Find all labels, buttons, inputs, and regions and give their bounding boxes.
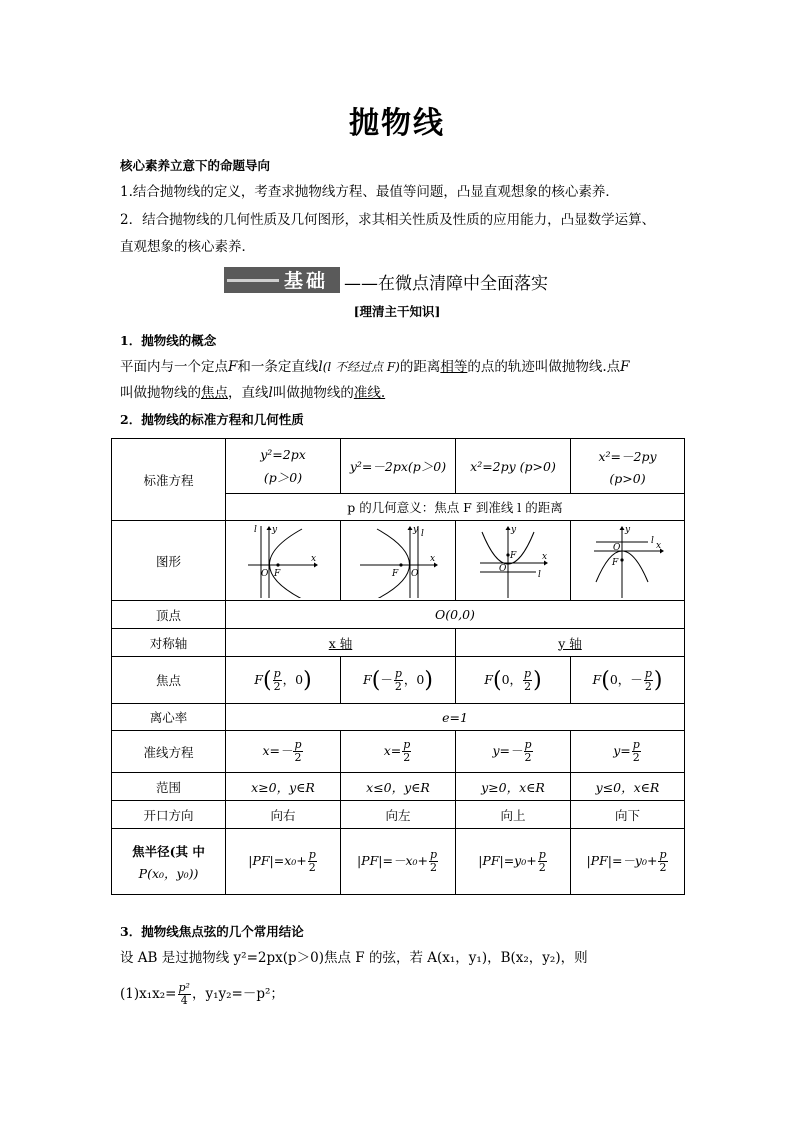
fraction-num: p [294, 738, 302, 751]
table-row [112, 704, 685, 731]
core-heading: 核心素养立意下的命题导向 [120, 158, 271, 173]
row-header: 开口方向 [112, 801, 226, 829]
cell-text: (p>0) [609, 470, 646, 486]
graph-right-opening [248, 524, 318, 598]
cell-text: |PF|=y₀+ [478, 853, 537, 868]
s1-underlined: 相等 [440, 359, 468, 375]
table-cell [226, 657, 341, 704]
fraction-den: 2 [524, 679, 532, 693]
s1-line-1 [120, 357, 630, 377]
banner-main: 基础 [284, 270, 329, 292]
cell-text: ， [282, 671, 296, 687]
s1-underlined: 焦点 [201, 385, 228, 401]
table-cell [341, 657, 456, 704]
graph-label: x [655, 540, 661, 551]
s1-heading: 1．抛物线的概念 [120, 333, 217, 348]
s1-text: (l 不经过点 F) [322, 360, 400, 374]
fraction-num: p [632, 738, 640, 751]
table-cell: 向左 [341, 801, 456, 829]
cell-text: F [254, 671, 263, 687]
cell-text: x= [383, 743, 402, 758]
cell-text: F [592, 671, 602, 687]
row-header [112, 829, 226, 895]
table-row [112, 521, 685, 601]
table-cell: 向上 [456, 801, 571, 829]
table-cell: x≤0，y∈R [341, 773, 456, 801]
graph-label: F [510, 550, 517, 561]
s3-heading: 3．抛物线焦点弦的几个常用结论 [120, 924, 304, 939]
s1-text: F [620, 359, 630, 375]
graph-label: F [392, 568, 399, 579]
table-cell [226, 829, 341, 895]
paren-glyph: ( [262, 667, 272, 693]
cell-text: (p＞0) [263, 469, 303, 485]
fraction [394, 668, 403, 693]
table-cell [571, 657, 685, 704]
cell-text: |PF|=－x₀+ [356, 853, 428, 868]
graph-label: O [261, 568, 269, 579]
table-cell [226, 731, 341, 773]
fraction-num: p [308, 848, 316, 861]
paren-glyph: ( [371, 667, 381, 693]
page-title: 抛物线 [349, 106, 445, 141]
fraction [644, 668, 653, 693]
graph-upward-opening [478, 524, 548, 598]
cell-text: y=－ [492, 743, 523, 758]
fraction [523, 668, 532, 693]
row-header: 对称轴 [112, 629, 226, 657]
s3-text: ，y₁y₂=－p²； [191, 986, 284, 1002]
table-cell: e=1 [226, 704, 685, 731]
fraction-den: 2 [394, 679, 402, 693]
row-header: 顶点 [112, 601, 226, 629]
s1-text: 的点的轨迹叫做抛物线.点 [467, 359, 621, 375]
fraction-den: 2 [403, 751, 411, 764]
table-cell [456, 829, 571, 895]
table-cell [456, 731, 571, 773]
point-2-line-2: 直观想象的核心素养． [120, 239, 255, 255]
graph-downward-opening [592, 524, 664, 598]
table-row [112, 601, 685, 629]
graph-label: l [650, 535, 654, 546]
paren-glyph: ) [533, 667, 542, 693]
s1-text: 和一条定直线 [237, 359, 319, 375]
cell-text: － [380, 671, 393, 687]
banner-stripe [227, 279, 279, 282]
table-cell: y 轴 [456, 629, 685, 657]
row-header: 离心率 [112, 704, 226, 731]
graph-label: O [612, 542, 620, 553]
table-row [112, 657, 685, 704]
fraction-den: 2 [273, 679, 281, 693]
table-cell [571, 731, 685, 773]
cell-text: ， [509, 671, 523, 687]
section-tag: [理清主干知识] [353, 304, 441, 319]
table-row [112, 801, 685, 829]
fraction [178, 982, 191, 1007]
table-cell: p 的几何意义：焦点 F 到准线 l 的距离 [226, 494, 685, 521]
fraction-num: p [273, 666, 281, 680]
table-cell [226, 521, 341, 601]
table-cell: 向下 [571, 801, 685, 829]
fraction-den: 2 [659, 861, 667, 874]
graph-label: l [254, 524, 257, 535]
s1-text: F [228, 359, 238, 375]
fraction-den: 4 [180, 994, 188, 1007]
fraction-den: 2 [294, 751, 302, 764]
graph-label: l [538, 569, 541, 580]
table-cell [571, 829, 685, 895]
point-2-line-1: 2．结合抛物线的几何性质及几何图形，求其相关性质及性质的应用能力，凸显数学运算、 [120, 212, 656, 228]
s1-underlined: 准线. [353, 385, 386, 401]
row-header-line: 焦半径(其 中 [132, 843, 205, 859]
cell-text: 0 [416, 671, 425, 687]
table-cell [571, 439, 685, 494]
graph-label: y [272, 524, 278, 535]
s1-text: ，直线 [228, 385, 269, 401]
fraction-den: 2 [644, 679, 652, 693]
table-cell: y≤0，x∈R [571, 773, 685, 801]
fraction-num: p [394, 666, 402, 680]
table-row [112, 773, 685, 801]
fraction-num: p [524, 738, 532, 751]
fraction-num: p [538, 848, 546, 861]
s1-text: 叫做抛物线的 [272, 385, 354, 401]
graph-label: x [542, 551, 548, 562]
cell-text: 0 [295, 671, 304, 687]
table-cell: x²=2py (p>0) [456, 439, 571, 494]
fraction [308, 849, 317, 874]
row-header: 焦点 [112, 657, 226, 704]
s3-line-2 [120, 982, 284, 1007]
row-header-line: P(x₀，y₀)) [138, 865, 199, 881]
paren-glyph: ( [492, 667, 502, 693]
s3-text: (1)x₁x₂= [120, 986, 177, 1002]
row-header: 标准方程 [112, 439, 226, 521]
table-row [112, 439, 685, 494]
row-header: 图形 [112, 521, 226, 601]
section-banner [224, 267, 568, 293]
table-cell: O(0,0) [226, 601, 685, 629]
fraction-den: 2 [430, 861, 437, 874]
s1-text: 叫做抛物线的 [120, 385, 201, 401]
table-cell: y²=－2px(p＞0) [341, 439, 456, 494]
cell-text: F [484, 671, 493, 687]
cell-text: y²=2px [260, 446, 306, 462]
cell-text: 0 [609, 671, 618, 687]
cell-text: x²=－2py [598, 448, 657, 464]
cell-text: y= [613, 743, 631, 758]
cell-text: |PF|=x₀+ [248, 853, 307, 868]
fraction-den: 2 [538, 861, 546, 874]
cell-text: ， [403, 671, 417, 687]
s2-heading: 2．抛物线的标准方程和几何性质 [120, 412, 304, 427]
s1-text: l [318, 359, 323, 375]
graph-label: y [624, 524, 630, 535]
point-1: 1.结合抛物线的定义，考查求抛物线方程、最值等问题，凸显直观想象的核心素养． [120, 184, 619, 200]
fraction-num: p [644, 666, 652, 680]
table-cell [341, 521, 456, 601]
graph-label: x [311, 553, 317, 564]
table-row [112, 629, 685, 657]
graph-label: F [274, 568, 281, 579]
properties-table [111, 438, 685, 895]
table-cell [341, 829, 456, 895]
graph-label: O [499, 563, 507, 574]
s3-line-1: 设 AB 是过抛物线 y²=2px(p＞0)焦点 F 的弦，若 A(x₁，y₁)，B(x₂，y₂)，则 [120, 950, 588, 966]
fraction-den: 2 [308, 861, 316, 874]
row-header: 范围 [112, 773, 226, 801]
table-cell [456, 521, 571, 601]
fraction [632, 739, 641, 764]
paren-glyph: ( [601, 667, 610, 693]
fraction [658, 849, 667, 874]
graph-label: l [421, 528, 424, 539]
graph-left-opening [358, 524, 438, 598]
banner-sub: ——在微点清障中全面落实 [344, 274, 548, 294]
cell-text: |PF|=－y₀+ [586, 853, 658, 868]
s1-text: 的距离 [399, 359, 441, 375]
paren-glyph: ) [303, 667, 312, 693]
fraction [402, 739, 411, 764]
table-cell: x≥0，y∈R [226, 773, 341, 801]
row-header: 准线方程 [112, 731, 226, 773]
table-cell [571, 521, 685, 601]
graph-label: F [611, 557, 618, 568]
fraction [273, 668, 282, 693]
table-cell [341, 731, 456, 773]
s1-line-2 [120, 383, 393, 403]
table-cell: y≥0，x∈R [456, 773, 571, 801]
graph-label: y [413, 524, 419, 535]
fraction-num: p [659, 848, 667, 861]
paren-glyph: ) [653, 667, 663, 693]
graph-label: O [411, 568, 419, 579]
fraction-den: 2 [524, 751, 532, 764]
cell-text: 0 [501, 671, 510, 687]
s1-text: l [268, 385, 273, 401]
fraction-num: p [524, 666, 532, 680]
cell-text: x=－ [262, 743, 293, 758]
fraction [538, 849, 547, 874]
fraction [524, 739, 533, 764]
graph-label: x [430, 553, 436, 564]
fraction-den: 2 [632, 751, 640, 764]
table-cell [456, 657, 571, 704]
table-cell: x 轴 [226, 629, 456, 657]
graph-label: y [511, 524, 517, 535]
fraction-num: p [403, 738, 411, 751]
paren-glyph: ) [424, 667, 433, 693]
fraction [293, 739, 302, 764]
cell-text: ， [617, 671, 631, 687]
s1-text: 平面内与一个定点 [120, 359, 228, 375]
table-row [112, 731, 685, 773]
fraction-num: p [429, 848, 438, 861]
table-row [112, 829, 685, 895]
cell-text: － [630, 671, 643, 687]
fraction [429, 849, 438, 874]
fraction-num: p² [178, 981, 190, 994]
cell-text: F [363, 671, 372, 687]
table-cell [226, 439, 341, 494]
table-cell: 向右 [226, 801, 341, 829]
